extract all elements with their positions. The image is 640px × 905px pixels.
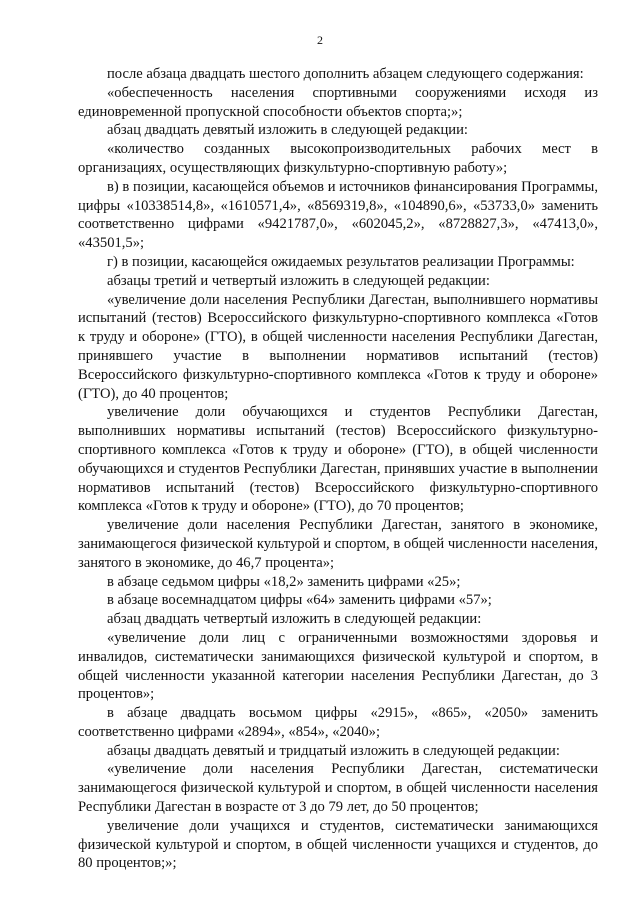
paragraph: в абзаце седьмом цифры «18,2» заменить цифрами «25»; bbox=[107, 573, 461, 590]
paragraph: абзацы двадцать девятый и тридцатый изложить в следующей редакции: bbox=[107, 742, 560, 759]
paragraph: абзац двадцать девятый изложить в следующей редакции: bbox=[107, 122, 468, 139]
paragraph: увеличение доли обучающихся и студентов Республики Дагестан, выполнивших нормативы испытаний (тестов) Всероссийского физкультурно-спортивного комплекса «Готов к труду и обороне» (ГТО), в общей численности обучающихся и студентов Республики Дагестан, принявших участие в выполнении нормативов испытаний (тестов) Всероссийского физкультурно-спортивного комплекса «Готов к труду и обороне» (ГТО), до 70 процентов; bbox=[78, 404, 598, 515]
paragraph: в) в позиции, касающейся объемов и источников финансирования Программы, цифры «10338514,8», «1610571,4», «8569319,8», «104890,6», «53733,0» заменить соответственно цифрами «9421787,0», «602045,2», «8728827,3», «47413,0», «43501,5»; bbox=[78, 178, 598, 252]
paragraph: «обеспеченность населения спортивными сооружениями исходя из единовременной пропускной способности объектов спорта;»; bbox=[78, 84, 598, 120]
paragraph: г) в позиции, касающейся ожидаемых результатов реализации Программы: bbox=[107, 253, 575, 270]
paragraph: «увеличение доли населения Республики Дагестан, выполнившего нормативы испытаний (тестов) Всероссийского физкультурно-спортивного комплекса «Готов к труду и обороне» (ГТО), в общей численности населения Республики Дагестан, принявшего участие в выполнении нормативов испытаний (тестов) Всероссийского физкультурно-спортивного комплекса «Готов к труду и обороне» (ГТО), до 40 процентов; bbox=[78, 291, 598, 402]
document-body bbox=[78, 65, 598, 873]
paragraph: увеличение доли населения Республики Дагестан, занятого в экономике, занимающегося физической культурой и спортом, в общей численности населения, занятого в экономике, до 46,7 процента»; bbox=[78, 517, 598, 571]
paragraph: увеличение доли учащихся и студентов, систематически занимающихся физической культурой и спортом, в общей численности учащихся и студентов, до 80 процентов;»; bbox=[78, 817, 598, 872]
page-number: 2 bbox=[317, 33, 323, 47]
paragraph: «количество созданных высокопроизводительных рабочих мест в организациях, осуществляющих физкультурно-спортивную работу»; bbox=[78, 141, 598, 176]
paragraph: после абзаца двадцать шестого дополнить абзацем следующего содержания: bbox=[107, 66, 584, 82]
paragraph: «увеличение доли населения Республики Дагестан, систематически занимающегося физической культурой и спортом, в общей численности населения Республики Дагестан в возрасте от 3 до 79 лет, до 50 процентов; bbox=[78, 761, 598, 816]
paragraph: абзац двадцать четвертый изложить в следующей редакции: bbox=[107, 611, 482, 628]
paragraph: «увеличение доли лиц с ограниченными возможностями здоровья и инвалидов, систематически занимающихся физической культурой и спортом, в общей численности указанной категории населения Республики Дагестан, до 3 процентов»; bbox=[78, 629, 598, 703]
paragraph: в абзаце восемнадцатом цифры «64» заменить цифрами «57»; bbox=[107, 592, 492, 609]
paragraph: абзацы третий и четвертый изложить в следующей редакции: bbox=[107, 272, 490, 289]
paragraph: в абзаце двадцать восьмом цифры «2915», «865», «2050» заменить соответственно цифрами «2894», «854», «2040»; bbox=[78, 705, 598, 740]
